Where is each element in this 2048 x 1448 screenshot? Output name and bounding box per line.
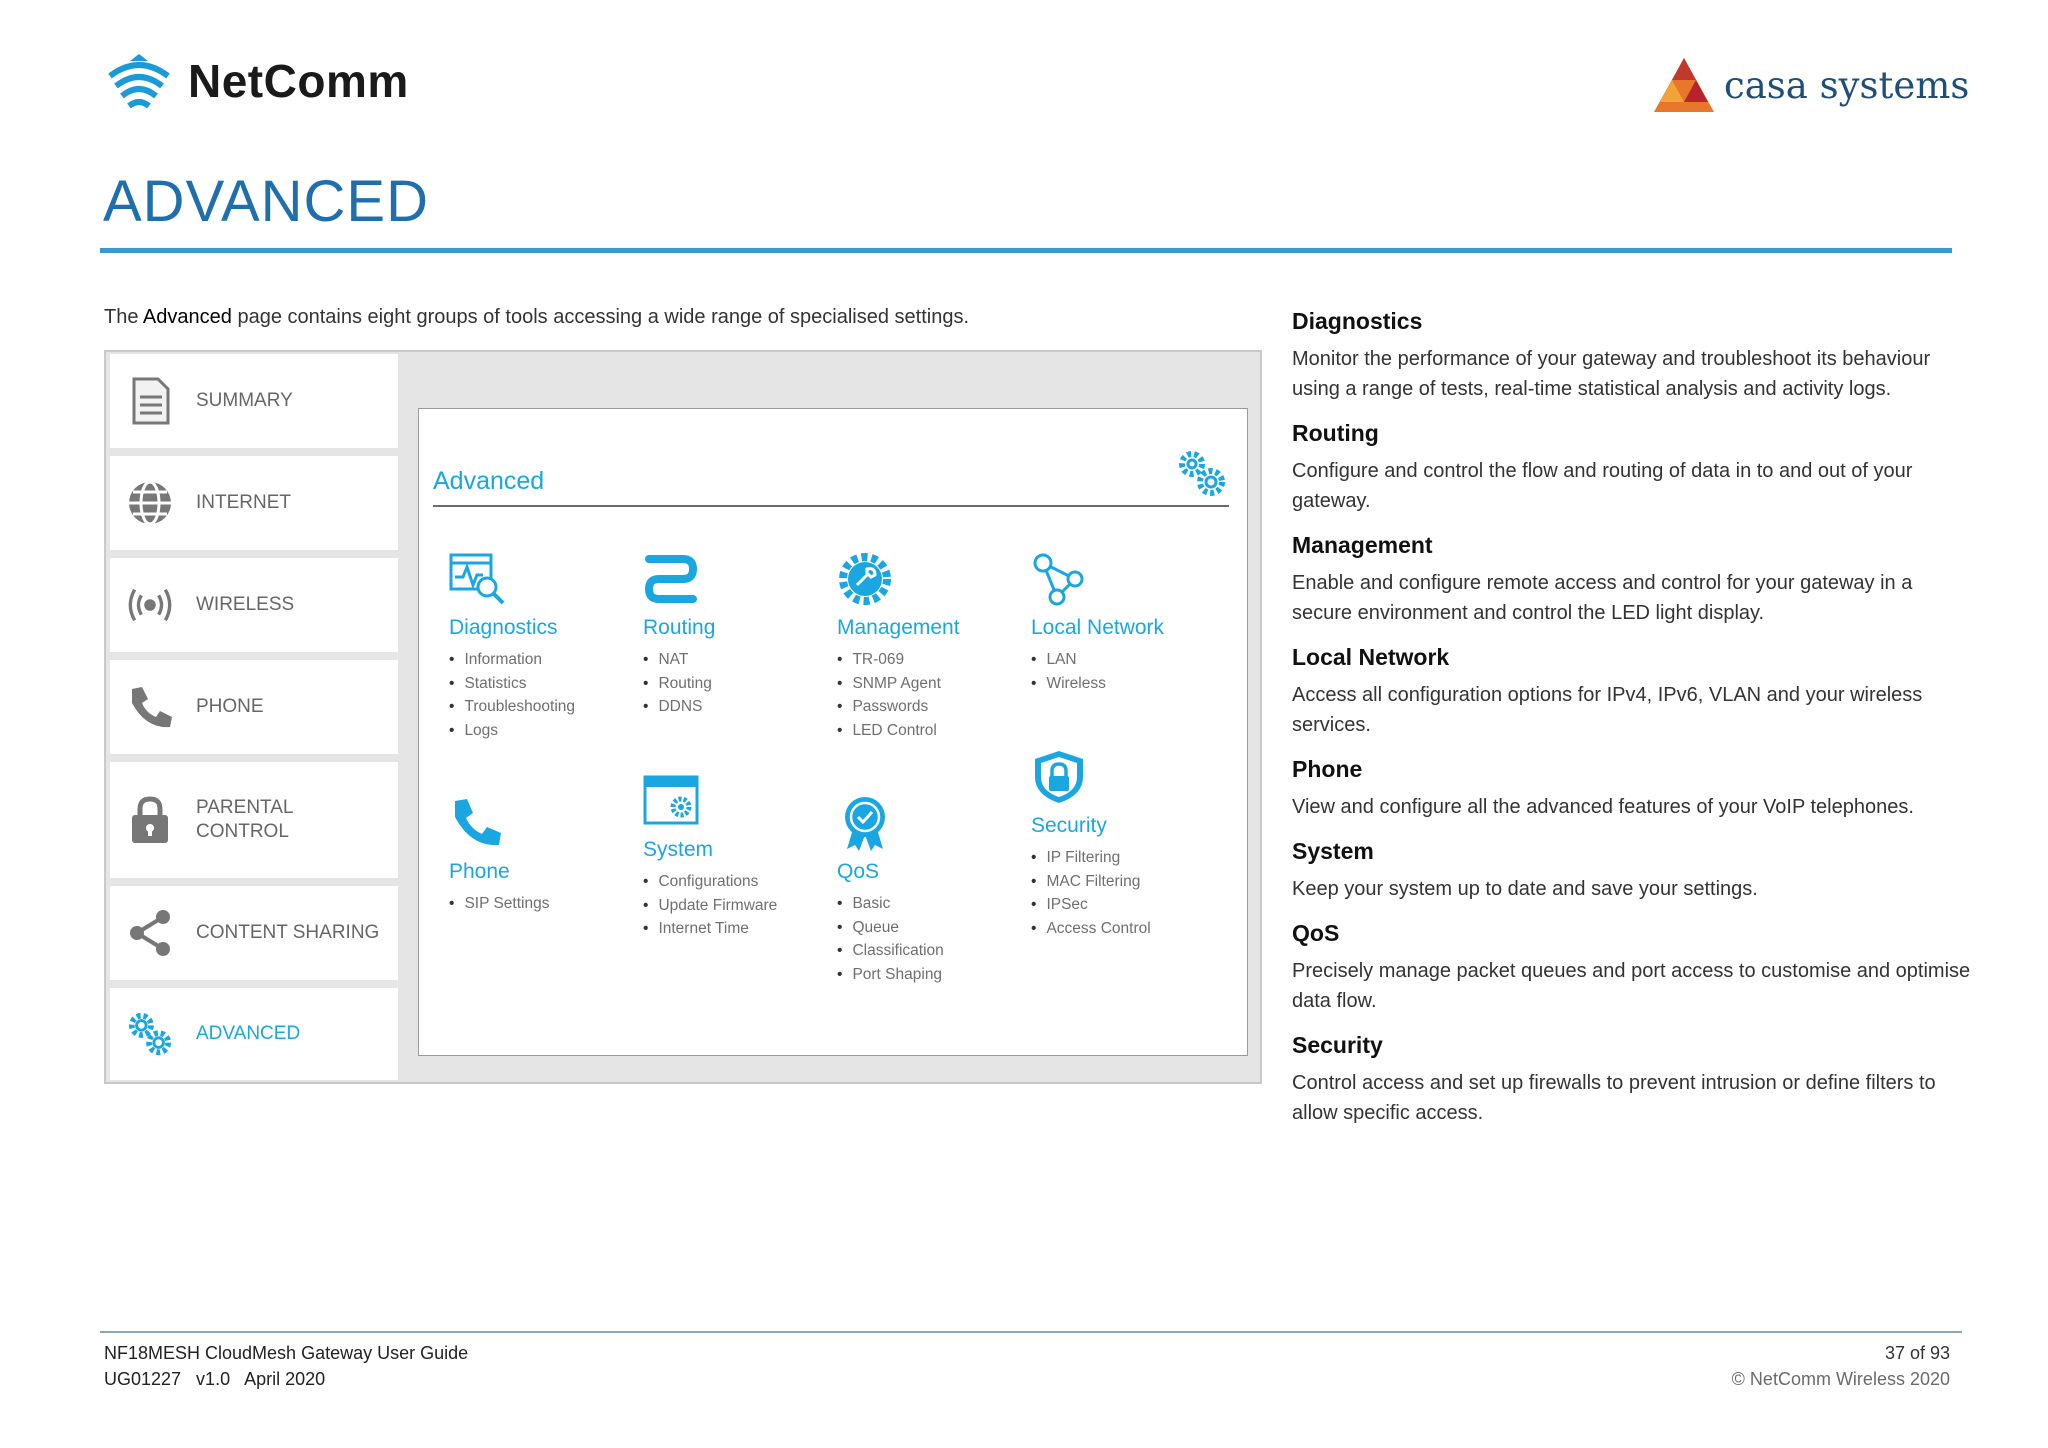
- group-items: [837, 648, 960, 742]
- group-items: [643, 648, 715, 719]
- description-title: Security: [1292, 1032, 1383, 1058]
- group-system[interactable]: [643, 773, 777, 941]
- description-title: Local Network: [1292, 644, 1450, 670]
- group-items: [837, 892, 944, 986]
- globe-icon: [126, 479, 174, 527]
- lock-icon: [126, 796, 174, 844]
- system-window-icon: [643, 773, 699, 829]
- group-items: [1031, 648, 1164, 695]
- group-item[interactable]: • Logs: [449, 719, 575, 743]
- group-item[interactable]: • Basic: [837, 892, 944, 916]
- group-item[interactable]: • Access Control: [1031, 917, 1151, 941]
- group-item[interactable]: • Update Firmware: [643, 894, 777, 918]
- phone-icon: [449, 795, 505, 851]
- gears-icon: [126, 1010, 174, 1058]
- footer-page-number: 37 of 93: [1884, 1343, 1950, 1363]
- group-name: Phone: [449, 860, 510, 883]
- description-title: System: [1292, 838, 1374, 864]
- descriptions-column: [1292, 306, 1972, 1142]
- footer-right: [1732, 1340, 1950, 1392]
- intro-text-before: The: [104, 306, 143, 328]
- nav-item-content-sharing[interactable]: [110, 886, 398, 980]
- nav-label: PARENTAL: [196, 797, 294, 818]
- group-name: Diagnostics: [449, 616, 558, 639]
- group-item[interactable]: • LAN: [1031, 648, 1164, 672]
- description-phone: [1292, 754, 1972, 822]
- router-ui-screenshot: [104, 350, 1262, 1084]
- description-text: Control access and set up firewalls to prevent intrusion or define filters to allow specific access.: [1292, 1072, 1936, 1124]
- group-items: [1031, 846, 1151, 940]
- description-text: Access all configuration options for IPv4, IPv6, VLAN and your wireless services.: [1292, 684, 1923, 736]
- nav-label-line2: CONTROL: [196, 821, 289, 842]
- share-icon: [126, 909, 174, 957]
- group-item[interactable]: • Port Shaping: [837, 963, 944, 987]
- group-item[interactable]: • IPSec: [1031, 893, 1151, 917]
- page-title: ADVANCED: [103, 169, 429, 234]
- nav-label: INTERNET: [196, 492, 291, 513]
- description-title: Diagnostics: [1292, 308, 1423, 334]
- group-item[interactable]: • Information: [449, 648, 575, 672]
- footer-divider: [100, 1331, 1962, 1333]
- management-gear-icon: [837, 551, 893, 607]
- group-item[interactable]: • Statistics: [449, 672, 575, 696]
- description-local-network: [1292, 642, 1972, 740]
- netcomm-wave-icon: [104, 50, 174, 112]
- group-name: Management: [837, 616, 960, 639]
- nav-label: PHONE: [196, 696, 264, 717]
- description-title: Management: [1292, 532, 1433, 558]
- group-phone[interactable]: [449, 795, 549, 916]
- group-security[interactable]: [1031, 749, 1151, 940]
- nav-label: WIRELESS: [196, 594, 295, 615]
- group-item[interactable]: • Classification: [837, 939, 944, 963]
- group-management[interactable]: [837, 551, 960, 742]
- netcomm-logo-text: NetComm: [188, 55, 409, 107]
- group-item[interactable]: • NAT: [643, 648, 715, 672]
- nav-item-summary[interactable]: [110, 354, 398, 448]
- description-text: Keep your system up to date and save your settings.: [1292, 878, 1758, 900]
- group-local-network[interactable]: [1031, 551, 1164, 695]
- nav-item-wireless[interactable]: [110, 558, 398, 652]
- intro-bold: Advanced: [142, 306, 232, 328]
- nav-item-parental-control[interactable]: [110, 762, 398, 878]
- group-item[interactable]: • Routing: [643, 672, 715, 696]
- description-title: Routing: [1292, 420, 1379, 446]
- wireless-icon: [126, 581, 174, 629]
- group-routing[interactable]: [643, 551, 715, 719]
- nav-item-advanced[interactable]: [110, 988, 398, 1080]
- group-item[interactable]: • LED Control: [837, 719, 960, 743]
- description-title: QoS: [1292, 920, 1340, 946]
- network-nodes-icon: [1031, 551, 1087, 607]
- casa-systems-logo: [1652, 56, 1969, 114]
- advanced-panel-title: Advanced: [433, 467, 545, 495]
- advanced-panel: [418, 408, 1248, 1056]
- description-routing: [1292, 418, 1972, 516]
- title-divider: [100, 248, 1952, 253]
- group-item[interactable]: • Troubleshooting: [449, 695, 575, 719]
- group-name: Local Network: [1031, 616, 1165, 639]
- routing-icon: [643, 551, 699, 607]
- casa-triangle-icon: [1652, 56, 1716, 114]
- footer-left: [104, 1340, 468, 1392]
- group-diagnostics[interactable]: [449, 551, 575, 742]
- nav-label: SUMMARY: [196, 390, 293, 411]
- group-item[interactable]: • MAC Filtering: [1031, 870, 1151, 894]
- group-item[interactable]: • SNMP Agent: [837, 672, 960, 696]
- description-text: Monitor the performance of your gateway and troubleshoot its behaviour using a range of tests, real-time statistical analysis and activity logs.: [1292, 348, 1931, 400]
- description-system: [1292, 836, 1972, 904]
- group-item[interactable]: • Configurations: [643, 870, 777, 894]
- group-items: [643, 870, 777, 941]
- group-name: Security: [1031, 814, 1107, 837]
- diagnostics-icon: [449, 551, 505, 607]
- netcomm-logo: [104, 50, 409, 112]
- description-qos: [1292, 918, 1972, 1016]
- casa-logo-text: casa systems: [1724, 63, 1970, 107]
- advanced-panel-divider: [433, 505, 1229, 507]
- nav-item-phone[interactable]: [110, 660, 398, 754]
- group-name: Routing: [643, 616, 716, 639]
- intro-text-after: page contains eight groups of tools accessing a wide range of specialised settings.: [231, 306, 970, 328]
- footer-copyright: © NetComm Wireless 2020: [1731, 1369, 1950, 1389]
- description-text: Configure and control the flow and routing of data in to and out of your gateway.: [1292, 460, 1913, 512]
- group-item[interactable]: • Passwords: [837, 695, 960, 719]
- nav-label-group: [196, 796, 294, 844]
- description-title: Phone: [1292, 756, 1363, 782]
- security-shield-icon: [1031, 749, 1087, 805]
- group-item[interactable]: • SIP Settings: [449, 892, 549, 916]
- description-text: Precisely manage packet queues and port access to customise and optimise data flow.: [1292, 960, 1971, 1012]
- group-name: System: [643, 838, 714, 861]
- description-text: Enable and configure remote access and control for your gateway in a secure environment and control the LED light display.: [1292, 572, 1913, 624]
- group-qos[interactable]: [837, 795, 944, 986]
- group-item[interactable]: • TR-069: [837, 648, 960, 672]
- group-name: QoS: [837, 860, 880, 883]
- document-icon: [126, 377, 174, 425]
- group-items: [449, 892, 549, 916]
- phone-icon: [126, 683, 174, 731]
- group-item[interactable]: • DDNS: [643, 695, 715, 719]
- footer-doc-id: UG01227 v1.0 April 2020: [104, 1369, 326, 1389]
- description-diagnostics: [1292, 306, 1972, 404]
- nav-label: ADVANCED: [196, 1023, 301, 1044]
- nav-label: CONTENT SHARING: [196, 922, 380, 943]
- description-management: [1292, 530, 1972, 628]
- intro-paragraph: [104, 306, 969, 329]
- description-security: [1292, 1030, 1972, 1128]
- group-item[interactable]: • Wireless: [1031, 672, 1164, 696]
- footer-doc-title: NF18MESH CloudMesh Gateway User Guide: [104, 1343, 469, 1363]
- group-items: [449, 648, 575, 742]
- settings-gears-icon: [1177, 449, 1227, 504]
- description-text: View and configure all the advanced features of your VoIP telephones.: [1292, 796, 1914, 818]
- group-item[interactable]: • Internet Time: [643, 917, 777, 941]
- nav-item-internet[interactable]: [110, 456, 398, 550]
- group-item[interactable]: • IP Filtering: [1031, 846, 1151, 870]
- qos-badge-icon: [837, 795, 893, 851]
- group-item[interactable]: • Queue: [837, 916, 944, 940]
